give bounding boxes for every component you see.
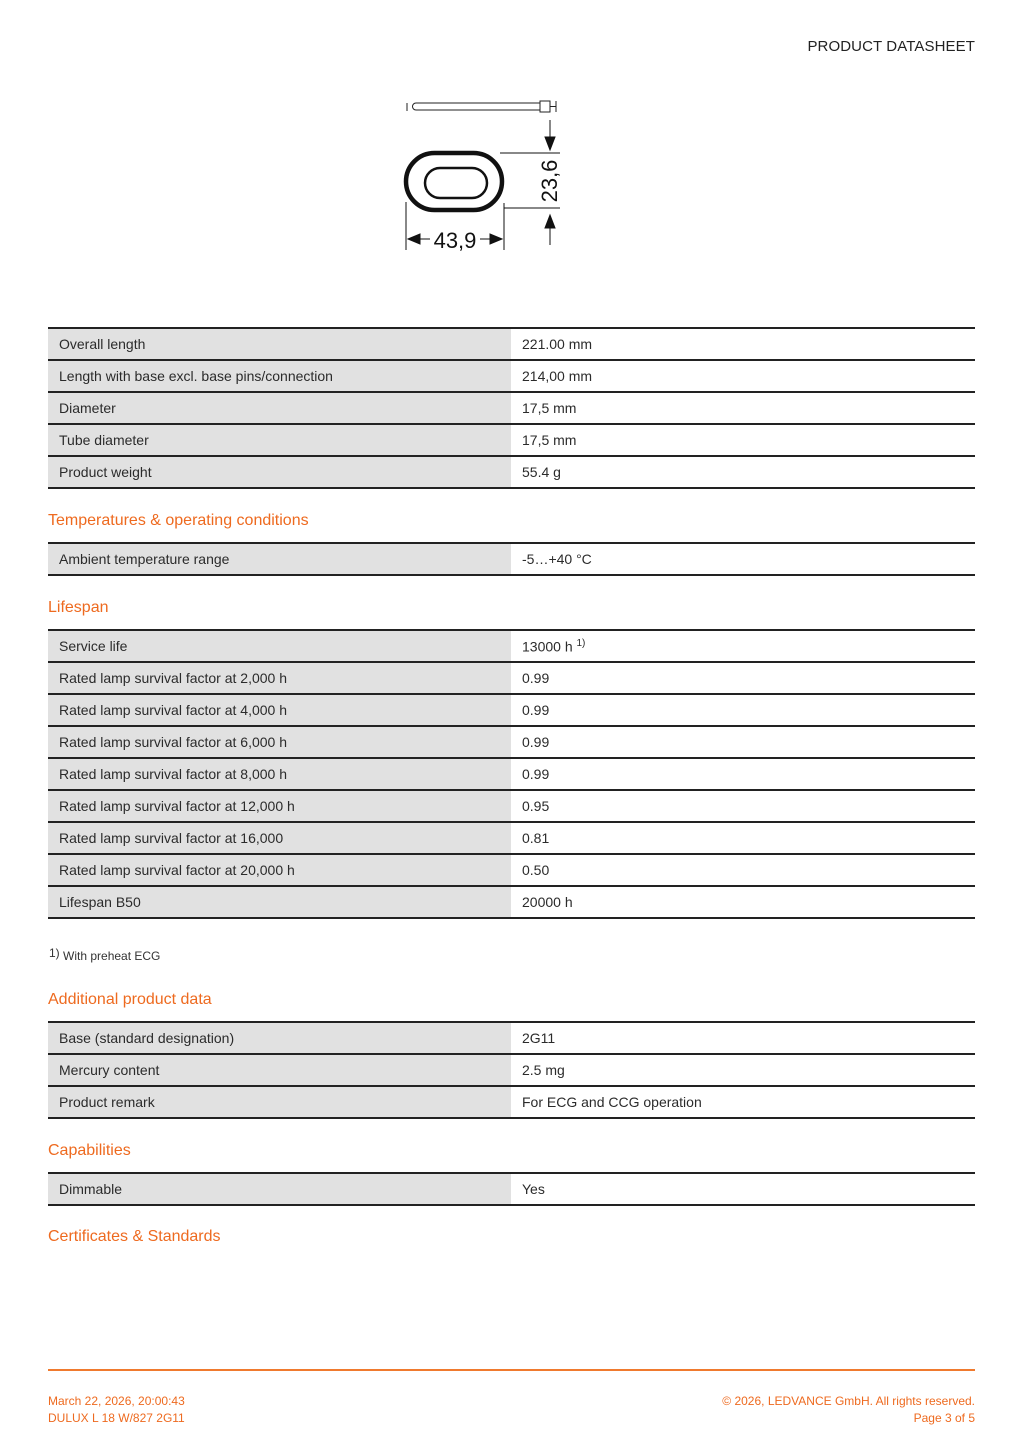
spec-value-text: 0.50 bbox=[522, 862, 550, 878]
document-type-label: PRODUCT DATASHEET bbox=[807, 38, 975, 55]
spec-row bbox=[48, 1054, 975, 1086]
spec-value-text: For ECG and CCG operation bbox=[522, 1094, 702, 1110]
spec-value-text: -5…+40 °C bbox=[522, 551, 592, 567]
spec-key: Product weight bbox=[48, 456, 511, 488]
spec-value bbox=[511, 726, 975, 758]
footer-copyright: © 2026, LEDVANCE GmbH. All rights reserved. bbox=[722, 1394, 975, 1408]
spec-key: Rated lamp survival factor at 2,000 h bbox=[48, 662, 511, 694]
spec-value bbox=[511, 630, 975, 662]
spec-row bbox=[48, 1173, 975, 1205]
additional-table bbox=[48, 1021, 975, 1119]
spec-key: Length with base excl. base pins/connection bbox=[48, 360, 511, 392]
spec-key: Tube diameter bbox=[48, 424, 511, 456]
spec-value-text: 0.99 bbox=[522, 734, 550, 750]
spec-key: Diameter bbox=[48, 392, 511, 424]
spec-row bbox=[48, 822, 975, 854]
spec-key: Mercury content bbox=[48, 1054, 511, 1086]
spec-row bbox=[48, 1086, 975, 1118]
dimension-drawing bbox=[400, 95, 570, 255]
spec-value bbox=[511, 854, 975, 886]
spec-row bbox=[48, 424, 975, 456]
spec-value bbox=[511, 758, 975, 790]
spec-value bbox=[511, 1022, 975, 1054]
dimensions-table bbox=[48, 327, 975, 489]
footer-right bbox=[722, 1393, 975, 1427]
spec-row bbox=[48, 360, 975, 392]
spec-key: Rated lamp survival factor at 16,000 bbox=[48, 822, 511, 854]
spec-row bbox=[48, 886, 975, 918]
spec-key: Rated lamp survival factor at 8,000 h bbox=[48, 758, 511, 790]
spec-value-text: 2.5 mg bbox=[522, 1062, 565, 1078]
section-title-lifespan: Lifespan bbox=[48, 599, 109, 616]
capabilities-table bbox=[48, 1172, 975, 1206]
spec-value bbox=[511, 1086, 975, 1118]
spec-key: Lifespan B50 bbox=[48, 886, 511, 918]
spec-value-text: 0.99 bbox=[522, 766, 550, 782]
spec-row bbox=[48, 662, 975, 694]
spec-value-text: 221.00 mm bbox=[522, 336, 593, 352]
spec-key: Ambient temperature range bbox=[48, 543, 511, 575]
spec-value-text: 2G11 bbox=[522, 1030, 556, 1046]
spec-row bbox=[48, 758, 975, 790]
spec-value-text: 17,5 mm bbox=[522, 432, 577, 448]
width-dimension-label: 43,9 bbox=[433, 228, 477, 253]
height-dimension-label: 23,6 bbox=[537, 159, 562, 203]
spec-value bbox=[511, 790, 975, 822]
spec-row bbox=[48, 328, 975, 360]
spec-value-text: 0.99 bbox=[522, 702, 550, 718]
section-title-temperatures: Temperatures & operating conditions bbox=[48, 512, 309, 529]
section-title-additional: Additional product data bbox=[48, 991, 212, 1008]
spec-value-text: 17,5 mm bbox=[522, 400, 577, 416]
spec-row bbox=[48, 543, 975, 575]
section-title-certificates: Certificates & Standards bbox=[48, 1228, 221, 1245]
spec-value bbox=[511, 1173, 975, 1205]
spec-value bbox=[511, 456, 975, 488]
spec-value-text: 20000 h bbox=[522, 894, 573, 910]
spec-value-text: 13000 h bbox=[522, 638, 573, 655]
lamp-cross-section bbox=[406, 153, 502, 210]
spec-value-text: 0.99 bbox=[522, 670, 550, 686]
spec-value-text: 0.95 bbox=[522, 798, 550, 814]
spec-key: Rated lamp survival factor at 6,000 h bbox=[48, 726, 511, 758]
lifespan-table bbox=[48, 629, 975, 919]
spec-value bbox=[511, 328, 975, 360]
spec-key: Service life bbox=[48, 630, 511, 662]
spec-value bbox=[511, 392, 975, 424]
spec-key: Dimmable bbox=[48, 1173, 511, 1205]
spec-value-text: Yes bbox=[522, 1181, 545, 1197]
spec-value-text: 0.81 bbox=[522, 830, 550, 846]
spec-row bbox=[48, 1022, 975, 1054]
spec-value bbox=[511, 543, 975, 575]
footnote bbox=[49, 946, 160, 963]
spec-key: Base (standard designation) bbox=[48, 1022, 511, 1054]
temperatures-table bbox=[48, 542, 975, 576]
spec-value-text: 214,00 mm bbox=[522, 368, 593, 384]
footer-date: March 22, 2026, 20:00:43 bbox=[48, 1394, 185, 1408]
footer-divider bbox=[48, 1369, 975, 1371]
footer-left bbox=[48, 1393, 185, 1427]
spec-key: Rated lamp survival factor at 20,000 h bbox=[48, 854, 511, 886]
spec-key: Rated lamp survival factor at 4,000 h bbox=[48, 694, 511, 726]
spec-key: Product remark bbox=[48, 1086, 511, 1118]
spec-row bbox=[48, 456, 975, 488]
spec-row bbox=[48, 790, 975, 822]
footnote-mark: 1) bbox=[49, 946, 60, 960]
spec-value bbox=[511, 886, 975, 918]
spec-row bbox=[48, 854, 975, 886]
spec-row bbox=[48, 726, 975, 758]
spec-row bbox=[48, 630, 975, 662]
spec-row bbox=[48, 392, 975, 424]
footer-product-name: DULUX L 18 W/827 2G11 bbox=[48, 1411, 185, 1425]
spec-value bbox=[511, 1054, 975, 1086]
spec-value bbox=[511, 694, 975, 726]
lamp-side-view bbox=[407, 101, 556, 112]
spec-value bbox=[511, 424, 975, 456]
footnote-reference: 1) bbox=[576, 637, 586, 649]
spec-value bbox=[511, 822, 975, 854]
spec-value bbox=[511, 662, 975, 694]
spec-key: Overall length bbox=[48, 328, 511, 360]
spec-row bbox=[48, 694, 975, 726]
section-title-capabilities: Capabilities bbox=[48, 1142, 131, 1159]
footer-page-number: Page 3 of 5 bbox=[913, 1411, 975, 1425]
spec-value bbox=[511, 360, 975, 392]
footnote-text: With preheat ECG bbox=[63, 949, 161, 963]
spec-key: Rated lamp survival factor at 12,000 h bbox=[48, 790, 511, 822]
spec-value-text: 55.4 g bbox=[522, 464, 561, 480]
